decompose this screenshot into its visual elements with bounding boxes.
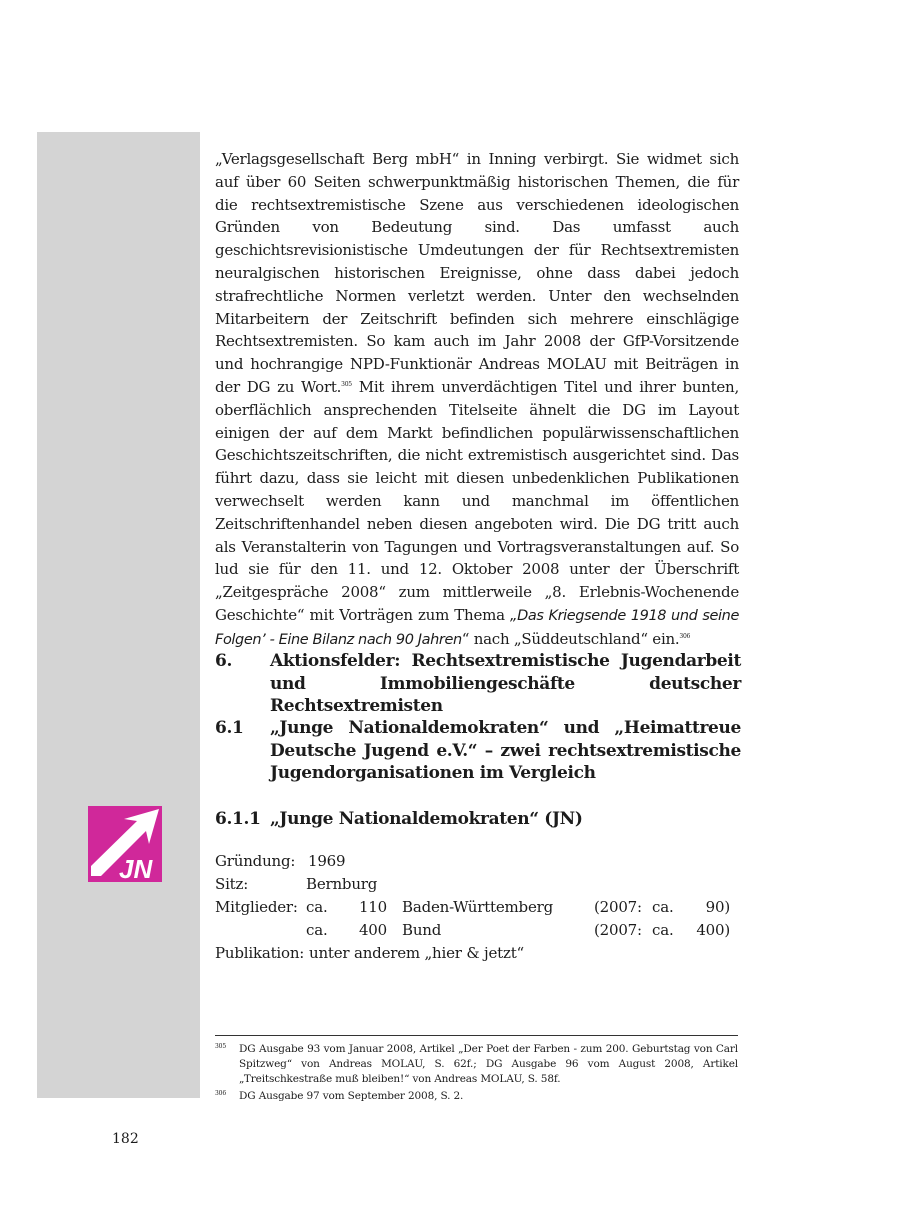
footnotes	[215, 1042, 738, 1105]
footnote-306	[215, 1089, 738, 1104]
section-heading-6	[215, 650, 741, 718]
paragraph-part-3: “ nach „Süddeutschland“ ein.	[461, 629, 680, 648]
lecture-title: „Das Kriegsende 1918 und seine Folgen’ - Eine Bilanz nach 90 Jahren	[215, 607, 739, 648]
members-region: Baden-Württemberg	[402, 898, 554, 916]
members-count: 110	[358, 898, 387, 916]
seat-label: Sitz:	[215, 875, 249, 893]
section-title: „Junge Nationaldemokraten“ (JN)	[270, 809, 583, 829]
section-number: 6.	[215, 651, 233, 671]
footnote-mark: 305	[215, 1043, 227, 1050]
publication-label: Publikation:	[215, 944, 305, 962]
section-number: 6.1	[215, 718, 244, 738]
members-ca: ca.	[306, 898, 328, 916]
members-region: Bund	[402, 921, 442, 939]
members-prev-ca: ca.	[652, 921, 674, 939]
section-heading-6-1	[215, 717, 741, 785]
footnote-mark: 306	[215, 1089, 227, 1097]
section-title: „Junge Nationaldemokraten“ und „Heimattreue Deutsche Jugend e.V.“ – zwei rechtsextremistische Jugendorganisationen im Vergleich	[270, 718, 741, 783]
members-prev-year: (2007:	[594, 921, 642, 939]
seat-value: Bernburg	[306, 875, 378, 893]
footnote-text: DG Ausgabe 93 vom Januar 2008, Artikel „Der Poet der Farben - zum 200. Geburtstag von Carl Spitzweg“ von Andreas MOLAU, S. 62f.; DG Ausgabe 96 vom August 2008, Artikel „Treitschkestraße muß bleiben!“ von Andreas MOLAU, S. 58f.	[239, 1043, 738, 1086]
paragraph-part-1: „Verlagsgesellschaft Berg mbH“ in Inning verbirgt. Sie widmet sich auf über 60 Seiten schwerpunktmäßig historischen Themen, die für die rechtsextremistische Szene aus verschiedenen ideologischen Gründen von Bedeutung sind. Das umfasst auch geschichtsrevisionistische Umdeutungen der für Rechtsextremisten neuralgischen historischen Ereignisse, ohne dass dabei jedoch strafrechtliche Normen verletzt werden. Unter den wechselnden Mitarbeitern der Zeitschrift befinden sich mehrere einschlägige Rechtsextremisten. So kam auch im Jahr 2008 der GfP-Vorsitzende und hochrangige NPD-Funktionär Andreas MOLAU mit Beiträgen in der DG zu Wort.	[215, 150, 739, 396]
members-prev-count: 400)	[696, 921, 730, 939]
footnote-ref-306[interactable]: 306	[679, 632, 691, 640]
members-prev-ca: ca.	[652, 898, 674, 916]
paragraph-part-2: Mit ihrem unverdächtigen Titel und ihrer bunten, oberflächlich ansprechenden Titelseite ähnelt die DG im Layout einigen der auf dem Markt befindlichen populärwissenschaftlichen Geschichtszeitschriften, die nicht extremistisch ausgerichtet sind. Das führt dazu, dass sie leicht mit diesen unbedenklichen Publikationen verwechselt werden kann und manchmal im öffentlichen Zeitschriftenhandel neben diesen angeboten wird. Die DG tritt auch als Veranstalterin von Tagungen und Vortragsveranstaltungen auf. So lud sie für den 11. und 12. Oktober 2008 unter der Überschrift „Zeitgespräche 2008“ zum mittlerweile „8. Erlebnis-Wochenende Geschichte“ mit Vorträgen zum Thema	[215, 377, 739, 624]
jn-logo-text: JN	[119, 854, 153, 882]
section-number: 6.1.1	[215, 809, 261, 829]
members-count: 400	[358, 921, 387, 939]
section-heading-6-1-1	[215, 808, 741, 831]
members-prev-year: (2007:	[594, 898, 642, 916]
jn-logo	[88, 806, 162, 882]
footnote-text: DG Ausgabe 97 vom September 2008, S. 2.	[239, 1089, 464, 1102]
margin-gray-band	[37, 132, 200, 1098]
footnote-305	[215, 1042, 738, 1088]
footnote-ref-305[interactable]: 305	[341, 380, 352, 388]
members-ca: ca.	[306, 921, 328, 939]
publication-value: unter anderem „hier & jetzt“	[309, 944, 525, 962]
main-paragraph	[215, 148, 739, 652]
members-label: Mitglieder:	[215, 898, 298, 916]
page-number: 182	[112, 1131, 139, 1147]
members-prev-count: 90)	[705, 898, 730, 916]
body-text	[215, 148, 739, 652]
section-title: Aktionsfelder: Rechtsextremistische Jugendarbeit und Immobiliengeschäfte deutscher Rechtsextremisten	[270, 651, 741, 716]
footnote-divider	[215, 1035, 738, 1036]
founding-label: Gründung:	[215, 852, 296, 870]
founding-value: 1969	[308, 852, 346, 870]
